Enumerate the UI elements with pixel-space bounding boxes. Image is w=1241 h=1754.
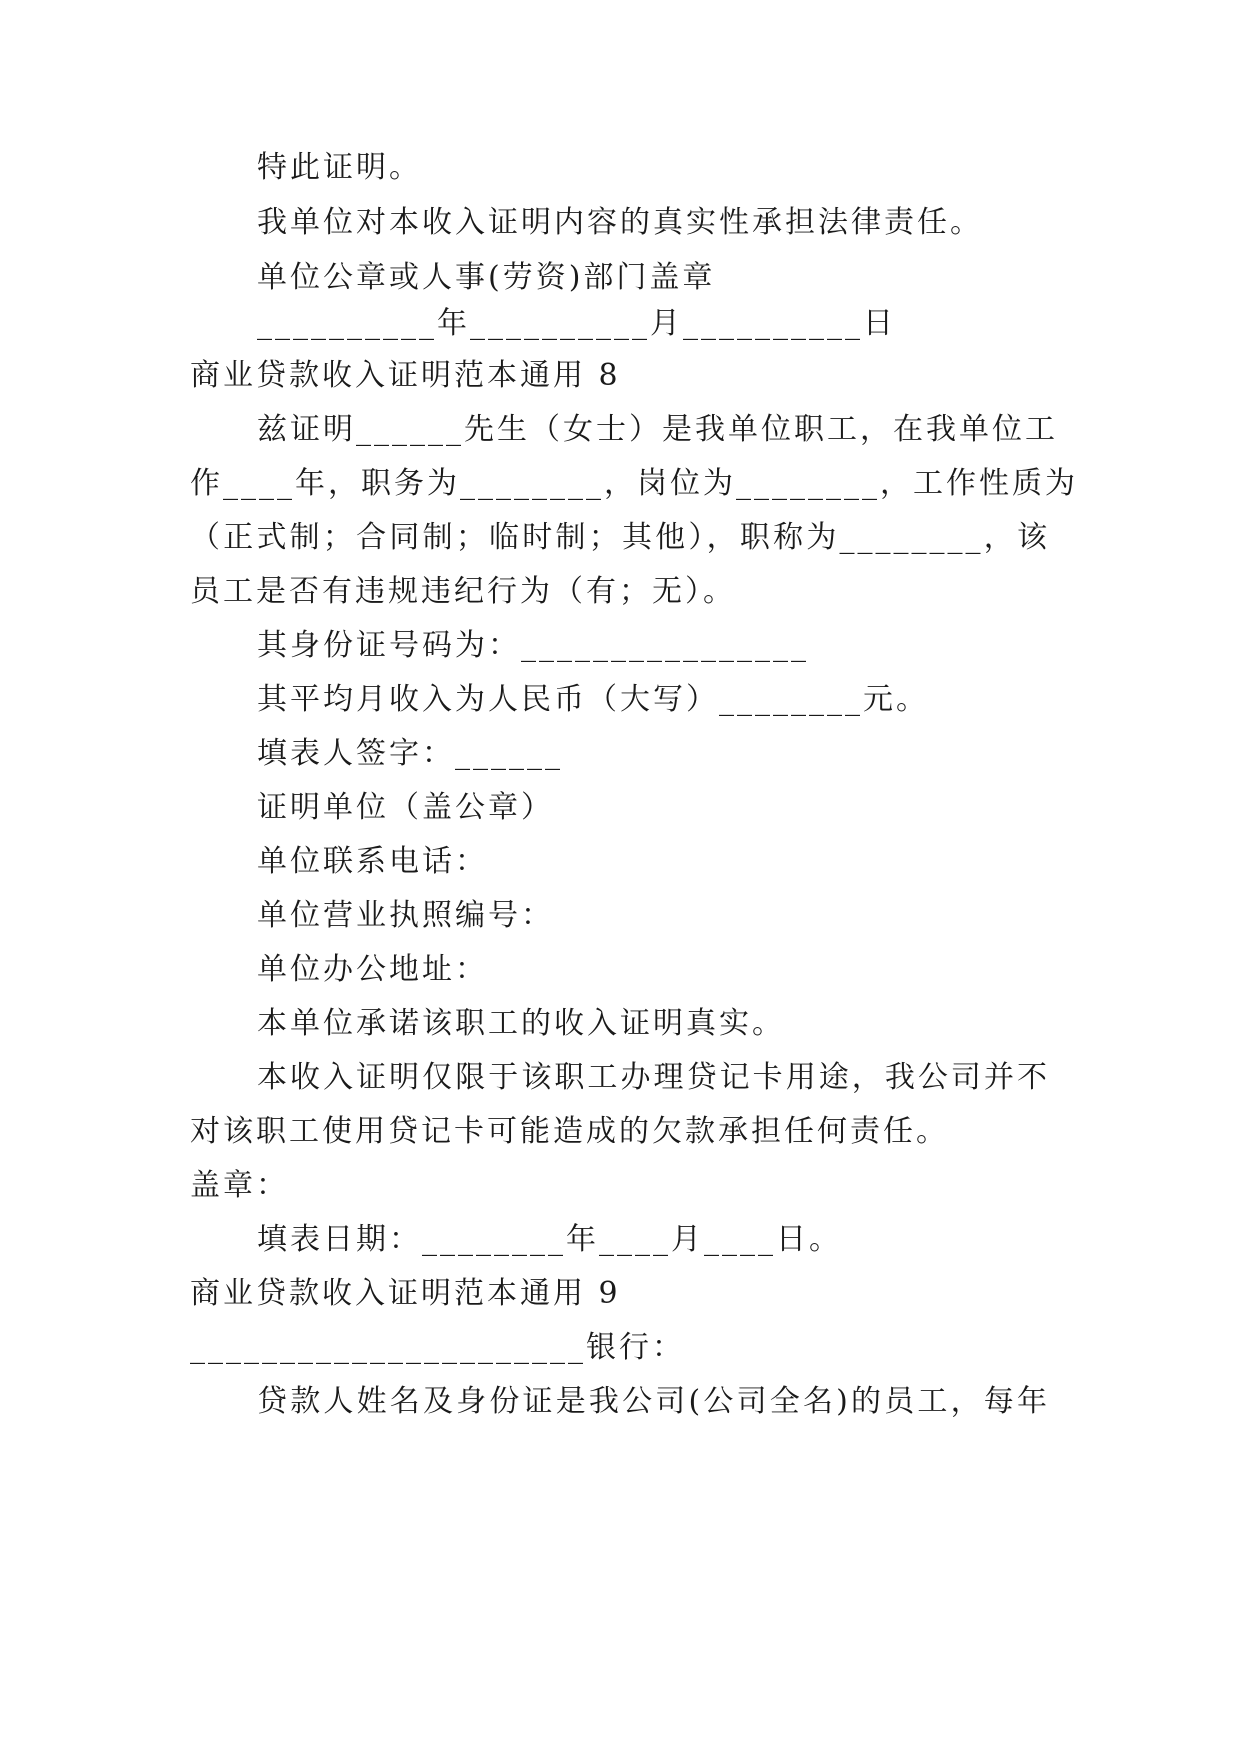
paragraph-line: 本收入证明仅限于该职工办理贷记卡用途，我公司并不: [257, 1060, 1050, 1095]
seal-label: 盖章：: [190, 1168, 289, 1203]
unit-address-line: 单位办公地址：: [257, 952, 488, 987]
unit-phone-line: 单位联系电话：: [257, 844, 488, 879]
paragraph-line: 我单位对本收入证明内容的真实性承担法律责任。: [257, 205, 983, 240]
paragraph-line: 本单位承诺该职工的收入证明真实。: [257, 1006, 785, 1041]
paragraph-line: 员工是否有违规违纪行为（有；无）。: [190, 574, 736, 609]
unit-seal-line: 证明单位（盖公章）: [257, 790, 554, 825]
paragraph-line: 作____年，职务为________，岗位为________，工作性质为: [190, 466, 1078, 501]
id-number-line: 其身份证号码为：________________: [257, 628, 809, 663]
section-heading: 商业贷款收入证明范本通用 9: [190, 1276, 621, 1311]
signature-line: 填表人签字：______: [257, 736, 563, 771]
paragraph-line: 兹证明______先生（女士）是我单位职工，在我单位工: [257, 412, 1058, 447]
unit-license-line: 单位营业执照编号：: [257, 898, 554, 933]
paragraph-line: 对该职工使用贷记卡可能造成的欠款承担任何责任。: [190, 1114, 949, 1149]
paragraph-line: 单位公章或人事(劳资)部门盖章: [257, 260, 716, 295]
paragraph-line: 贷款人姓名及身份证是我公司(公司全名)的员工，每年: [257, 1384, 1050, 1419]
section-heading: 商业贷款收入证明范本通用 8: [190, 358, 621, 393]
paragraph-line: 特此证明。: [257, 150, 422, 185]
fill-date-line: 填表日期：________年____月____日。: [257, 1222, 842, 1257]
income-line: 其平均月收入为人民币（大写）________元。: [257, 682, 929, 717]
paragraph-line: （正式制；合同制；临时制；其他），职称为________，该: [190, 520, 1050, 555]
bank-line: ______________________银行：: [190, 1330, 685, 1365]
date-line: __________年__________月__________日: [257, 306, 896, 341]
